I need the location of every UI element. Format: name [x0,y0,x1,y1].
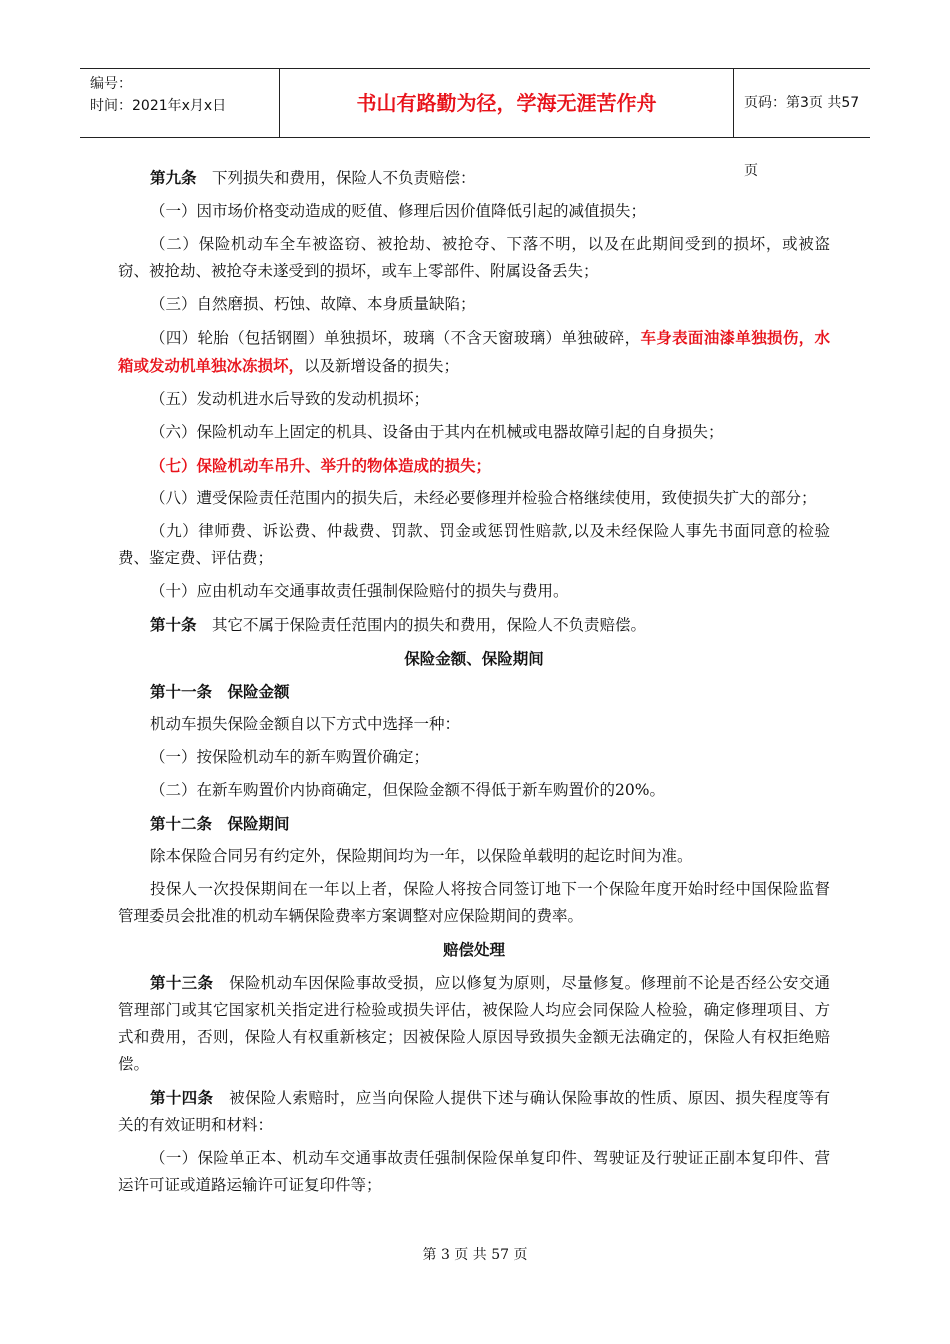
header-meta [80,69,280,137]
article-14-title: 第十四条 [150,1088,214,1107]
item-4-highlight: 车身表面油漆单独损伤，水箱或发动机单独冰冻损坏， [118,328,830,375]
article-9-item-8: （八）遭受保险责任范围内的损失后，未经必要修理并检验合格继续使用，致使损失扩大的部分； [150,489,817,507]
item-4-text-a: （四）轮胎（包括钢圈）单独损坏，玻璃（不含天窗玻璃）单独破碎， [150,329,641,347]
article-14-text: 被保险人索赔时，应当向保险人提供下述与确认保险事故的性质、原因、损失程度等有关的有效证明和材料： [118,1089,830,1134]
article-12-para-1: 除本保险合同另有约定外，保险期间均为一年，以保险单载明的起讫时间为准。 [150,847,693,865]
page-footer: 第 3 页 共 57 页 [422,1247,528,1263]
document-number-label: 编号： [90,76,132,92]
item-4-text-b: 以及新增设备的损失； [304,357,460,375]
article-9-item-1: （一）因市场价格变动造成的贬值、修理后因价值降低引起的减值损失； [150,202,647,220]
article-12-title: 第十二条 保险期间 [150,814,290,833]
header-page-number: 页码：第3页 共57页 [744,95,860,179]
article-9-item-6: （六）保险机动车上固定的机具、设备由于其内在机械或电器故障引起的自身损失； [150,423,724,441]
article-13-text: 保险机动车因保险事故受损，应以修复为原则，尽量修复。修理前不论是否经公安交通管理部门或其它国家机关指定进行检验或损失评估，被保险人均应会同保险人检验，确定修理项目、方式和费用，否则，保险人有权重新核定；因被保险人原因导致损失金额无法确定的，保险人有权拒绝赔偿。 [118,974,830,1073]
document-body [118,164,830,1205]
article-9-text: 下列损失和费用，保险人不负责赔偿： [212,169,476,187]
article-9-item-3: （三）自然磨损、朽蚀、故障、本身质量缺陷； [150,295,476,313]
article-11-item-2: （二）在新车购置价内协商确定，但保险金额不得低于新车购置价的20%。 [150,781,665,799]
article-9-item-9: （九）律师费、诉讼费、仲裁费、罚款、罚金或惩罚性赔款,以及未经保险人事先书面同意的检验费、鉴定费、评估费； [118,522,830,567]
header-motto: 书山有路勤为径，学海无涯苦作舟 [280,69,734,137]
article-10-text: 其它不属于保险责任范围内的损失和费用，保险人不负责赔偿。 [212,616,647,634]
article-14-item-1: （一）保险单正本、机动车交通事故责任强制保险保单复印件、驾驶证及行驶证正副本复印件、营运许可证或道路运输许可证复印件等； [118,1149,830,1194]
article-11-intro: 机动车损失保险金额自以下方式中选择一种： [150,715,461,733]
article-9 [118,164,830,192]
article-10 [118,611,830,639]
article-10-title: 第十条 [150,615,197,634]
section-heading-insured-amount: 保险金额、保险期间 [404,649,544,668]
article-9-title: 第九条 [150,168,197,187]
article-13-title: 第十三条 [150,973,214,992]
article-11-item-1: （一）按保险机动车的新车购置价确定； [150,748,430,766]
article-11-title: 第十一条 保险金额 [150,682,290,701]
article-9-item-2: （二）保险机动车全车被盗窃、被抢劫、被抢夺、下落不明，以及在此期间受到的损坏，或被盗窃、被抢劫、被抢夺未遂受到的损坏，或车上零部件、附属设备丢失； [118,235,830,280]
article-13 [118,969,830,1078]
article-9-item-10: （十）应由机动车交通事故责任强制保险赔付的损失与费用。 [150,582,569,600]
article-12-para-2: 投保人一次投保期间在一年以上者，保险人将按合同签订地下一个保险年度开始时经中国保险监督管理委员会批准的机动车辆保险费率方案调整对应保险期间的费率。 [118,880,830,925]
article-9-item-4 [118,324,830,380]
section-heading-claims: 赔偿处理 [442,940,505,959]
document-date: 时间：2021年x月x日 [90,98,227,114]
article-14 [118,1084,830,1139]
article-9-item-5: （五）发动机进水后导致的发动机损坏； [150,390,430,408]
article-9-item-7: （七）保险机动车吊升、举升的物体造成的损失； [150,456,492,475]
